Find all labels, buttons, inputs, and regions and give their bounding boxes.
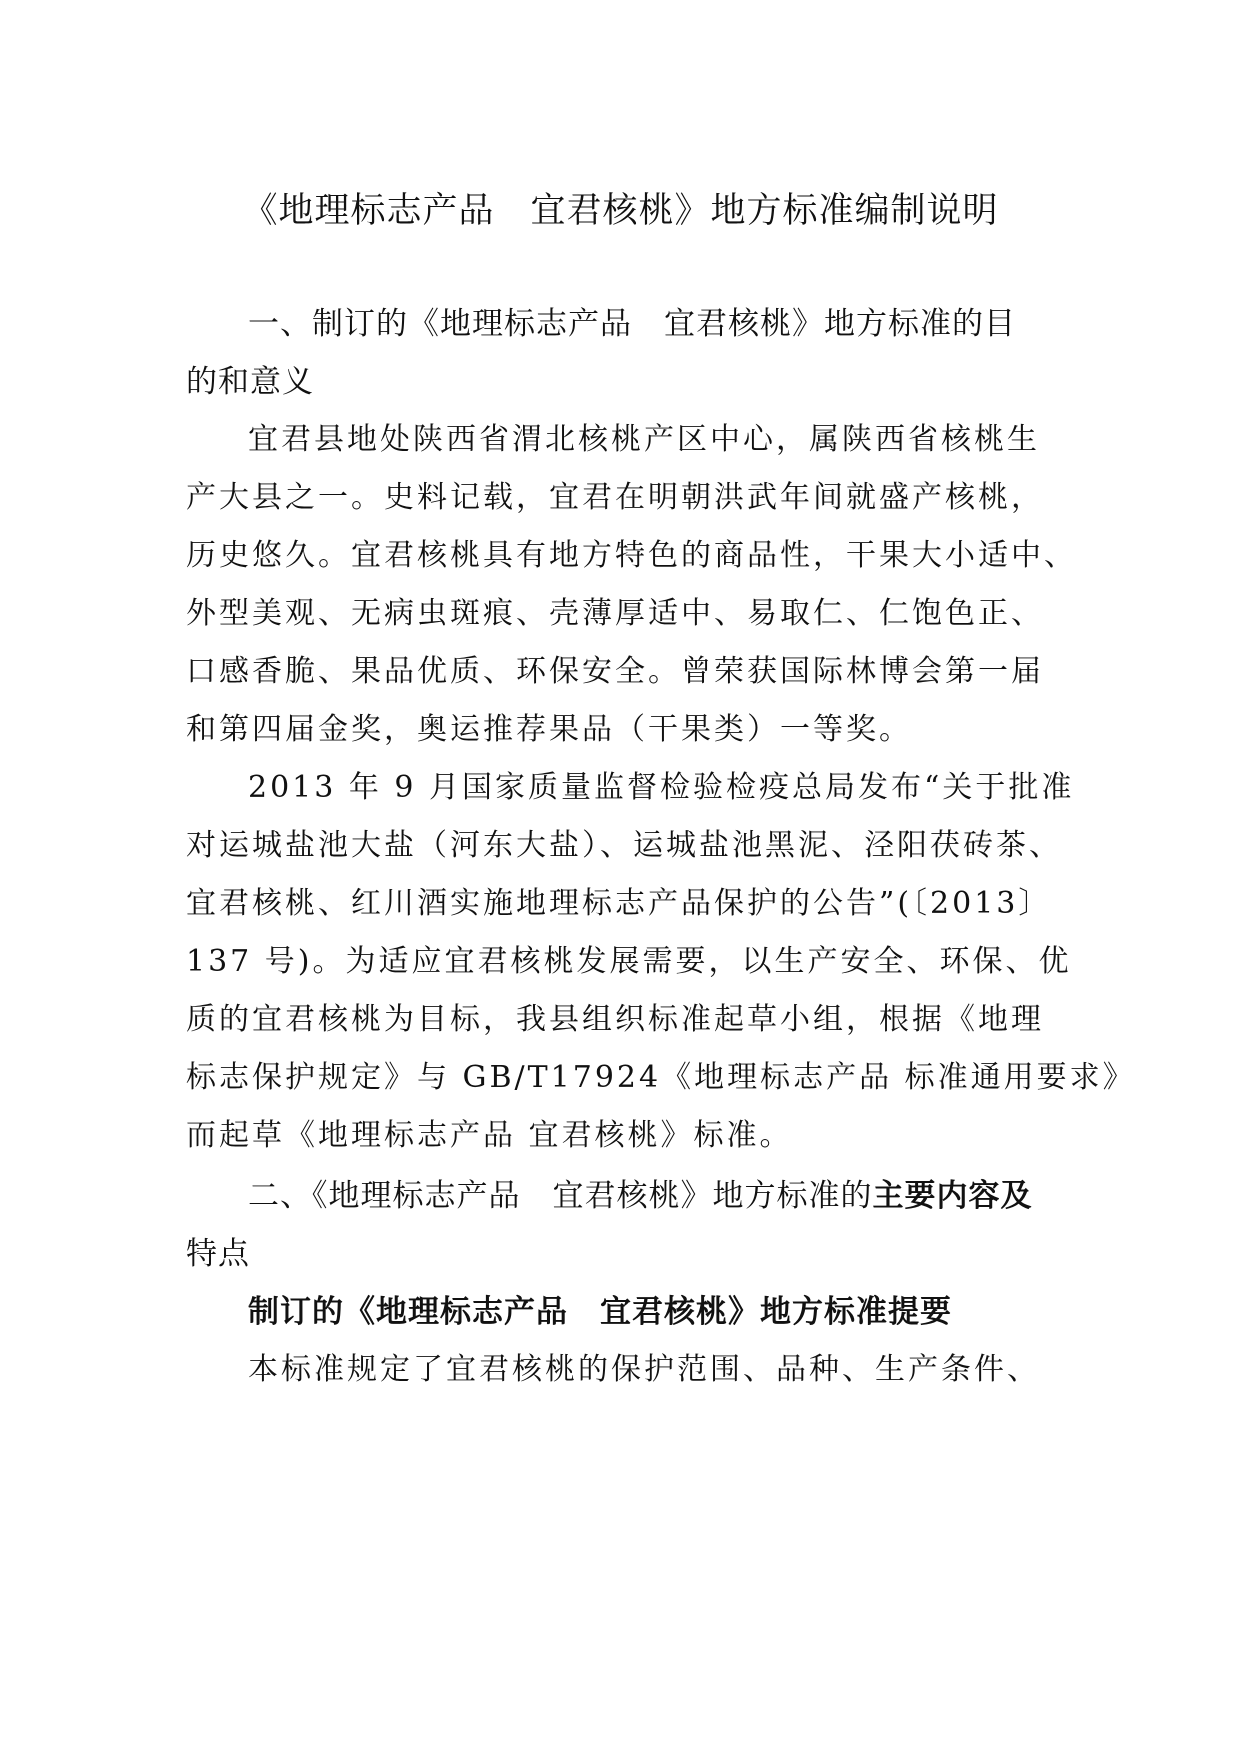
section2-heading-line1 xyxy=(248,1174,1033,1218)
section2-heading-line2: 特点 xyxy=(186,1236,250,1272)
paragraph-line: 标志保护规定》与 GB/T17924《地理标志产品 标准通用要求》 xyxy=(186,1060,1136,1095)
paragraph-line: 和第四届金奖，奥运推荐果品（干果类）一等奖。 xyxy=(186,712,912,747)
paragraph-line: 历史悠久。宜君核桃具有地方特色的商品性，干果大小适中、 xyxy=(186,538,1077,573)
section1-heading-line2: 的和意义 xyxy=(186,364,314,400)
paragraph-line: 宜君核桃、红川酒实施地理标志产品保护的公告”(〔2013〕 xyxy=(186,886,1052,921)
section2-heading-text: 二、《地理标志产品 宜君核桃》地方标准的 xyxy=(248,1178,873,1214)
paragraph-line: 对运城盐池大盐（河东大盐）、运城盐池黑泥、泾阳茯砖茶、 xyxy=(186,828,1062,863)
paragraph-line: 外型美观、无病虫斑痕、壳薄厚适中、易取仁、仁饱色正、 xyxy=(186,596,1044,631)
paragraph-line: 宜君县地处陕西省渭北核桃产区中心，属陕西省核桃生 xyxy=(248,422,1040,457)
section1-heading-line1: 一、制订的《地理标志产品 宜君核桃》地方标准的目 xyxy=(248,306,1016,342)
paragraph-line: 而起草《地理标志产品 宜君核桃》标准。 xyxy=(186,1118,793,1153)
section2-heading-bold-text: 主要内容及 xyxy=(872,1178,1033,1214)
paragraph-line: 口感香脆、果品优质、环保安全。曾荣获国际林博会第一届 xyxy=(186,654,1044,689)
paragraph-line: 137 号)。为适应宜君核桃发展需要，以生产安全、环保、优 xyxy=(186,944,1072,979)
paragraph-line: 产大县之一。史料记载，宜君在明朝洪武年间就盛产核桃， xyxy=(186,480,1044,515)
paragraph-line: 2013 年 9 月国家质量监督检验检疫总局发布“关于批准 xyxy=(248,770,1075,805)
subheading: 制订的《地理标志产品 宜君核桃》地方标准提要 xyxy=(248,1294,952,1330)
document-title: 《地理标志产品 宜君核桃》地方标准编制说明 xyxy=(242,191,999,231)
paragraph-line: 质的宜君核桃为目标，我县组织标准起草小组，根据《地理 xyxy=(186,1002,1044,1037)
paragraph-line: 本标准规定了宜君核桃的保护范围、品种、生产条件、 xyxy=(248,1352,1040,1387)
